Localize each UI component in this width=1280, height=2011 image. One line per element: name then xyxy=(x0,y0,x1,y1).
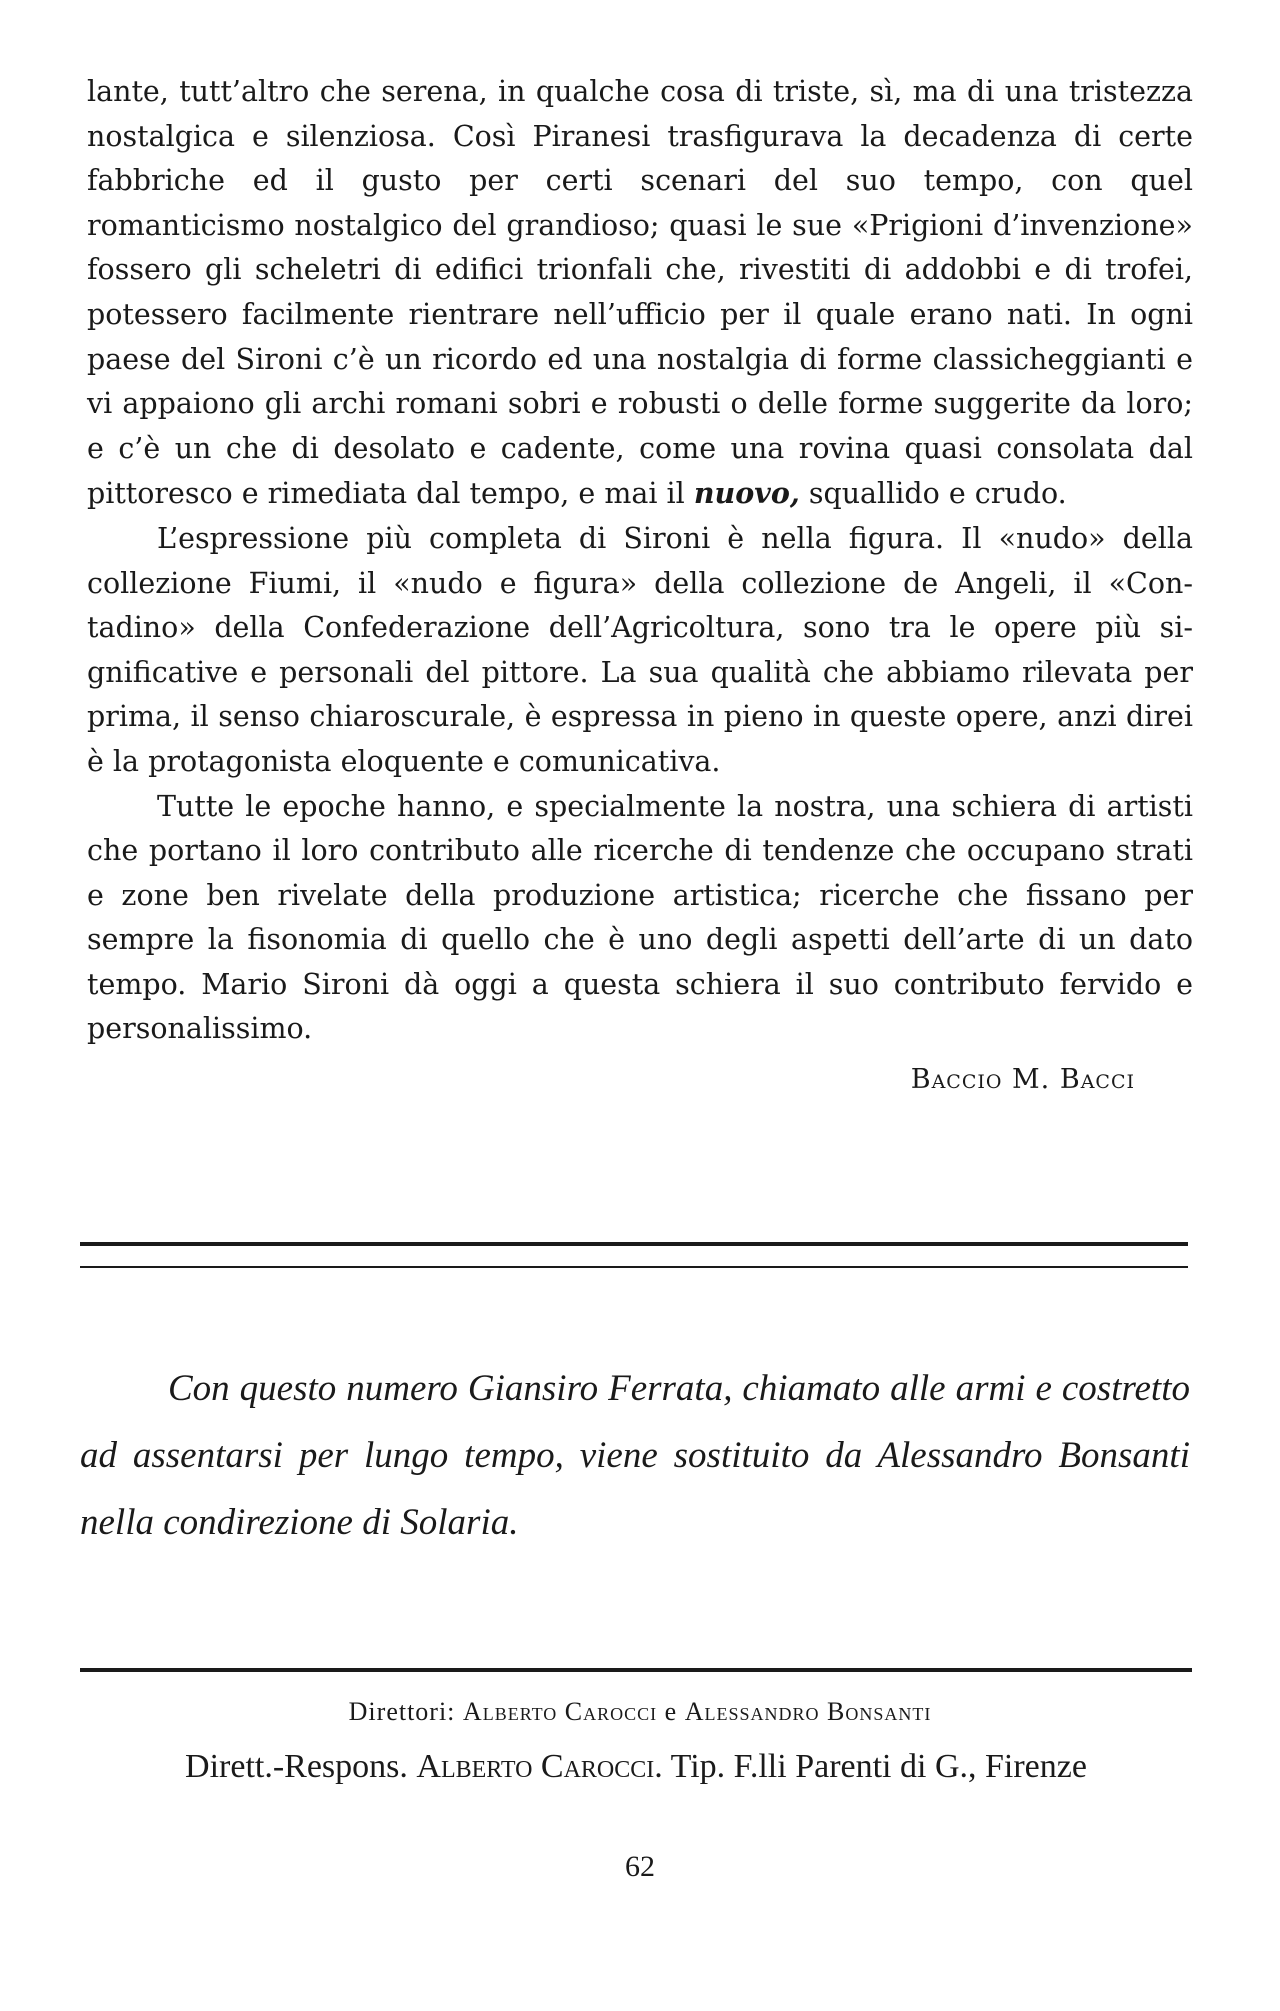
divider-thin-rule xyxy=(80,1266,1188,1268)
article-body xyxy=(87,70,1193,1052)
directors-label: Direttori: xyxy=(348,1697,456,1726)
paragraph-1 xyxy=(87,70,1193,517)
author-signature: Baccio M. Bacci xyxy=(910,1064,1135,1096)
directors-conjunction: e xyxy=(664,1697,678,1726)
paragraph-3: Tutte le epoche hanno, e specialmente la nostra, una schiera di artisti che portano il loro contributo alle ricerche di tendenze che occupano strati e zone ben rivelate della produzione artistica; ricerche che fissano per sempre la fisonomia di quello che è uno degli aspetti dell’arte di un dato tempo. Mario Sironi dà oggi a questa schiera il suo contributo fervido e personalissimo. xyxy=(87,789,1193,1046)
page-number: 62 xyxy=(625,1850,655,1883)
editorial-notice: Con questo numero Giansiro Ferrata, chiamato alle armi e costretto ad assentarsi per lungo tempo, viene sostituito da Alessandro Bonsanti nella condirezione di Solaria. xyxy=(80,1368,1190,1543)
divider-thick-rule xyxy=(80,1242,1188,1246)
director-2: Alessandro Bonsanti xyxy=(684,1697,932,1726)
imprint-line xyxy=(80,1748,1192,1786)
director-1: Alberto Carocci xyxy=(462,1697,658,1726)
imprint-suffix: Tip. F.lli Parenti di G., Firenze xyxy=(670,1748,1087,1785)
section-divider xyxy=(80,1242,1188,1268)
imprint-prefix: Dirett.-Respons. xyxy=(185,1748,408,1785)
paragraph-1-end: squallido e crudo. xyxy=(808,477,1067,511)
footer-rule xyxy=(80,1668,1192,1672)
emphasis-nuovo: nuovo, xyxy=(693,476,800,511)
directors-line xyxy=(0,1697,1280,1727)
paragraph-2: L’espressione più completa di Sironi è nella figura. Il «nudo» della collezione Fiumi, il «nudo e figura» della collezione de Angeli, il «Contadino» della Confederazione dell’Agricoltura, sono tra le opere più significative e personali del pittore. La sua qualità che abbiamo rilevata per prima, il senso chiaroscurale, è espressa in pieno in queste opere, anzi direi è la protagonista eloquente e comunicativa. xyxy=(87,521,1193,778)
imprint-name: Alberto Carocci. xyxy=(416,1748,663,1785)
paragraph-1-text: lante, tutt’altro che serena, in qualche cosa di triste, sì, ma di una tristezza nostalgica e silenziosa. Così Piranesi trasfigurava la decadenza di certe fabbriche ed il gusto per certi scenari del suo tempo, con quel romanticismo nostalgico del grandioso; quasi le sue «Prigioni d’invenzione» fossero gli scheletri di edifici trionfali che, rivestiti di addobbi e di trofei, potessero facilmente rientrare nell’ufficio per il quale erano nati. In ogni paese del Sironi c’è un ricordo ed una nostalgia di forme classicheggianti e vi appaiono gli archi romani sobri e robusti o delle forme suggerite da loro; e c’è un che di desolato e cadente, come una rovina quasi consolata dal pittoresco e rimediata dal tempo, e mai il xyxy=(87,75,1193,511)
article-page xyxy=(87,70,1193,1102)
